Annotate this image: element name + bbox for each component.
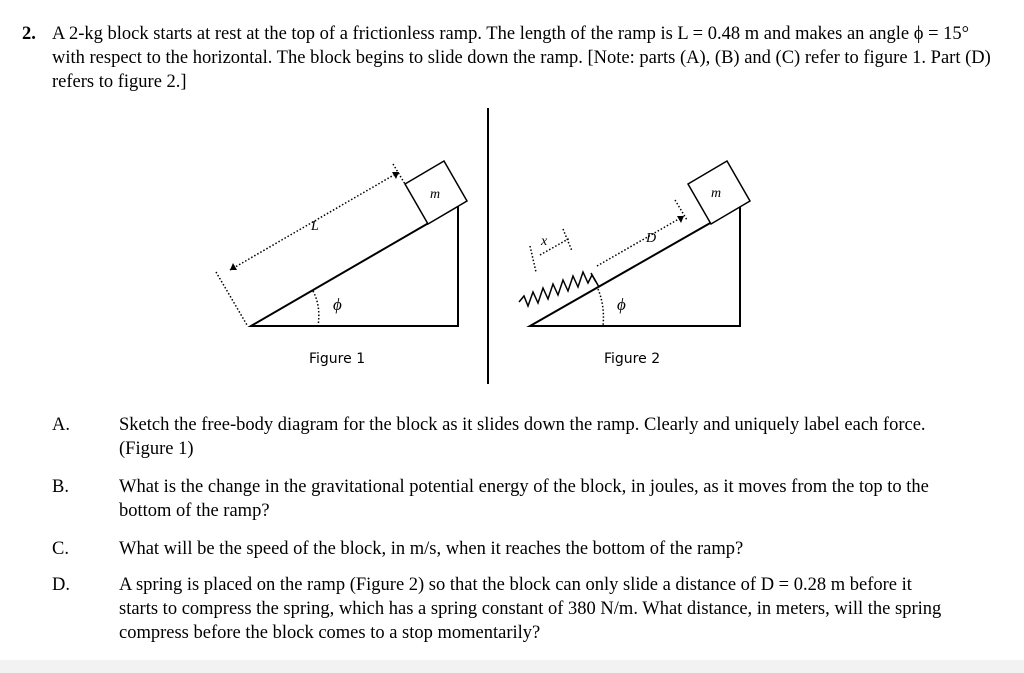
part-text: Sketch the free-body diagram for the block as it slides down the ramp. Clearly and uniquely label each force. (Figure 1): [119, 415, 926, 459]
ramp-triangle: [251, 206, 458, 326]
part-letter: C.: [52, 539, 69, 559]
part-letter: D.: [52, 575, 70, 595]
part-text: What will be the speed of the block, in m/s, when it reaches the bottom of the ramp?: [119, 539, 744, 559]
angle-label: ϕ: [333, 295, 342, 314]
figure-2-caption: Figure 2: [604, 351, 661, 367]
figure-2: [519, 161, 750, 326]
block-mass-label: m: [430, 187, 441, 202]
distance-D-line: [597, 216, 684, 266]
spring-end-plate: [591, 273, 599, 287]
problem-number: 2.: [22, 24, 36, 44]
block-mass-label-2: m: [711, 186, 722, 201]
figure-1-caption: Figure 1: [309, 351, 366, 367]
ramp-triangle-2: [530, 206, 740, 326]
distance-D-label: D: [646, 231, 657, 246]
angle-arc-2: [598, 289, 603, 326]
angle-arc: [313, 291, 319, 326]
length-label: L: [311, 219, 319, 234]
distance-x-label: x: [541, 234, 548, 249]
figure-1: [216, 161, 467, 326]
angle-label-2: ϕ: [617, 295, 626, 314]
distance-D-arrowhead: [677, 216, 684, 223]
problem-text: A 2-kg block starts at rest at the top of a frictionless ramp. The length of the ramp is L = 0.48 m and makes an angle ϕ = 15° with respect to the horizontal. The block begins to slide down the ramp. [Note: parts (A), (B) and (C) refer to figure 1. Part (D) refers to figure 2.]: [52, 24, 991, 92]
part-letter: B.: [52, 477, 69, 497]
extension-line-x-right: [563, 229, 572, 251]
part-text: A spring is placed on the ramp (Figure 2) so that the block can only slide a distance of D = 0.28 m before it starts to compress the spring, which has a spring constant of 380 N/m. What distance, in meters, will the spring compress before the block comes to a stop momentarily?: [119, 575, 942, 643]
part-letter: A.: [52, 415, 70, 435]
length-arrowhead-bottom: [230, 263, 237, 270]
spring: [519, 272, 596, 306]
page-bottom-strip: [0, 660, 1024, 673]
extension-line-bottom: [216, 272, 247, 325]
extension-line-x-left: [530, 246, 536, 272]
part-text: What is the change in the gravitational potential energy of the block, in joules, as it moves from the top to the bottom of the ramp?: [119, 477, 929, 521]
length-arrowhead-top: [392, 172, 399, 179]
